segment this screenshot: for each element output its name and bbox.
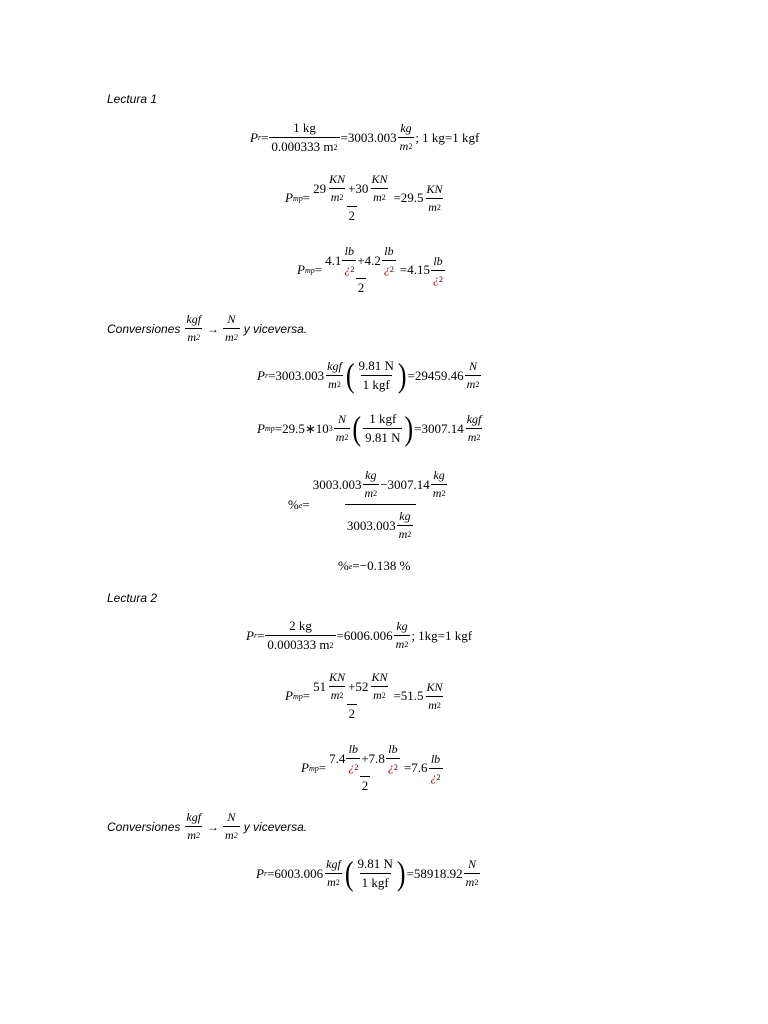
- pr2-denominator: 0.000333 m: [267, 637, 330, 652]
- prc2-subscript: r: [263, 869, 268, 878]
- prc-unit-exp: 2: [336, 380, 341, 389]
- pmp-kn-unit-exp: 2: [339, 193, 344, 202]
- pmpc-result: =3007.14: [414, 420, 464, 436]
- conversion-line-2: [107, 810, 307, 843]
- prc-subscript: r: [264, 371, 269, 380]
- pr-symbol: P: [250, 129, 258, 145]
- pmp2-kn-a: 51: [313, 678, 327, 694]
- pr2-unit-num: kg: [396, 619, 408, 633]
- pmp-lb-symbol: P: [297, 262, 305, 277]
- pr-unit-num: kg: [400, 121, 412, 135]
- pmp2-kn-unit-den-2: m: [373, 688, 382, 702]
- pr-denominator: 0.000333 m: [271, 139, 334, 154]
- pr2-unit-den: m: [395, 637, 405, 651]
- pmp-kn-result: =29.5: [393, 190, 424, 205]
- pmp2-kn-result: =51.5: [393, 688, 424, 703]
- prc-symbol: P: [257, 367, 265, 383]
- err-symbol: %: [288, 497, 299, 512]
- conversion2-from-num: kgf: [186, 810, 202, 824]
- prc2-factor-den: 1 kgf: [361, 875, 389, 890]
- pmp-lb-result-unit-den: ¿: [433, 271, 440, 286]
- pr-numerator: 1 kg: [293, 120, 316, 135]
- pmp2-lb-unit-exp: 2: [354, 763, 359, 772]
- pmp2-lb-a: 7.4: [329, 750, 346, 766]
- pmp-kn-equation-2: P mp = 51 KN m 2 +52 KN m 2 2 =51.5 KN m 2: [285, 670, 443, 721]
- percent-error-fraction: % e = 3003.003 kg m 2 −3007.14 kg m 2 3003.003 kg m 2: [288, 468, 446, 541]
- conversion-from-exp: 2: [196, 333, 201, 342]
- prc2-unit-num: kgf: [326, 857, 341, 871]
- pmpc-result-unit-exp: 2: [476, 433, 481, 442]
- conversion2-to-den: m: [225, 828, 234, 842]
- conversion-from-den: m: [187, 330, 197, 344]
- pr-subscript: r: [257, 133, 262, 142]
- pmp2-subscript: mp: [292, 691, 303, 701]
- prc-factor-num: 9.81 N: [358, 358, 394, 373]
- pmp-subscript: mp: [292, 193, 303, 203]
- pmp2-kn-unit-num: KN: [329, 670, 346, 684]
- pr2-result: =6006.006: [336, 627, 393, 643]
- conversion2-from-den: m: [187, 828, 197, 842]
- pmp-kn-result-unit-exp: 2: [436, 202, 441, 212]
- prc2-result-unit-den: m: [465, 875, 475, 889]
- pr2-tail: ; 1kg=1 kgf: [411, 627, 473, 643]
- conversion2-to-exp: 2: [233, 831, 238, 840]
- pmp-lb-unit-den-2: ¿: [383, 262, 390, 276]
- pmpc-symbol: P: [257, 420, 265, 436]
- prc-value: =3003.003: [268, 367, 325, 383]
- pmp-lb-result-unit-exp: 2: [439, 274, 444, 284]
- pmp-lb-unit-den: ¿: [344, 262, 351, 276]
- pmp-kn-unit-exp-2: 2: [381, 193, 386, 202]
- pr2-symbol: P: [246, 627, 254, 643]
- conversion2-to-num: N: [227, 810, 236, 824]
- conversion2-arrow: →: [207, 819, 220, 834]
- pmp2-lb-b: +7.8: [361, 750, 385, 766]
- pmp-kn-unit-den-2: m: [373, 190, 382, 204]
- err-result-subscript: e: [348, 561, 353, 571]
- prc-unit-den: m: [328, 377, 337, 391]
- err-b-unit-num: kg: [433, 468, 445, 482]
- err-a-unit-num: kg: [365, 468, 377, 482]
- conversion-arrow: →: [207, 321, 220, 336]
- pmpc-result-unit-den: m: [467, 430, 477, 444]
- pmp2-lb-unit-den: ¿: [348, 760, 355, 774]
- prc-result-unit-exp: 2: [475, 380, 480, 389]
- prc2-result: =58918.92: [406, 865, 463, 881]
- lectura-2-heading: Lectura 2: [107, 591, 158, 605]
- err-den-unit-den: m: [398, 527, 408, 541]
- prc2-factor-num: 9.81 N: [357, 856, 393, 871]
- conversion-from-num: kgf: [186, 312, 202, 326]
- conversion-prefix: Conversiones: [107, 321, 181, 336]
- prc-result-unit-num: N: [469, 359, 478, 373]
- err-result-symbol: %: [338, 558, 349, 573]
- pr-den-exponent: 2: [333, 142, 338, 152]
- pmp-kn-fraction: [311, 172, 392, 224]
- pmp2-kn-unit-den: m: [330, 688, 340, 702]
- prc-unit-num: kgf: [327, 359, 342, 373]
- pmp2-lb-result-unit-num: lb: [430, 751, 441, 766]
- pmp2-lb-denominator: 2: [361, 778, 369, 793]
- pmp-kn-denominator: 2: [348, 208, 356, 223]
- err-b-unit-exp: 2: [441, 489, 446, 498]
- pmp-lb-result-unit-num: lb: [433, 253, 443, 268]
- pmp-lb-fraction: [323, 244, 399, 296]
- pr-unit: [398, 121, 415, 154]
- pmpc-factor-num: 1 kgf: [369, 411, 397, 426]
- pmp2-lb-result-unit-den: ¿: [430, 769, 437, 784]
- pr-equation-1: P r = 1 kg 0.000333 m 2 =3003.003 kg m 2 ; 1 kg=1 kgf: [250, 120, 480, 154]
- pr-tail: ; 1 kg=1 kgf: [415, 129, 480, 145]
- pr2-unit-exp: 2: [404, 640, 409, 649]
- pmp2-lb-subscript: mp: [308, 763, 319, 773]
- err-b-unit-den: m: [432, 486, 442, 500]
- prc2-unit-den: m: [327, 875, 336, 889]
- pmpc-unit-exp: 2: [344, 433, 349, 442]
- pmp2-kn-b: +52: [348, 678, 369, 694]
- conversion2-suffix: y viceversa.: [243, 819, 308, 834]
- pr-conversion-1: P r =3003.003 kgf m 2 ( $\frac{9.81 N}{\text{1 kgf}}$ ) =29459.46 N m 2: [257, 356, 480, 394]
- pr2-numerator: 2 kg: [289, 618, 312, 633]
- pmp-lb-result: =4.15: [399, 262, 431, 277]
- pmp-lb-a: 4.1: [325, 252, 342, 268]
- pr-equation-2: P r = 2 kg 0.000333 m 2 =6006.006 kg m 2 ; 1kg=1 kgf: [246, 618, 473, 652]
- pmpc-result-unit-num: kgf: [466, 412, 482, 426]
- pr2-den-exponent: 2: [329, 640, 334, 650]
- conversion-to-den: m: [225, 330, 234, 344]
- err-denominator: 3003.003: [346, 517, 396, 533]
- pmp2-kn-unit-exp-2: 2: [381, 691, 386, 700]
- pmp2-kn-result-unit-num: KN: [426, 679, 443, 694]
- pmpc-value: =29.5∗10: [274, 420, 329, 436]
- prc-result-unit-den: m: [466, 377, 476, 391]
- pmp2-lb-unit-exp-2: 2: [393, 763, 398, 772]
- prc-result: =29459.46: [407, 367, 464, 383]
- pmp-kn-unit-den: m: [330, 190, 340, 204]
- pmpc-unit-den: m: [335, 430, 345, 444]
- conversion-line-1: [107, 312, 307, 345]
- pr-fraction: [269, 120, 339, 155]
- pmp2-kn-denominator: 2: [348, 706, 356, 721]
- prc2-result-unit-num: N: [468, 857, 477, 871]
- err-b: −3007.14: [380, 476, 430, 492]
- pmp-lb-unit-num: lb: [344, 244, 354, 258]
- pmp-kn-unit-num: KN: [329, 172, 346, 186]
- err-a-unit-den: m: [364, 486, 374, 500]
- pmp2-lb-result-unit-exp: 2: [436, 772, 441, 782]
- pmpc-unit-num: N: [338, 412, 347, 426]
- pr2-subscript: r: [253, 631, 258, 640]
- err-den-unit-num: kg: [399, 509, 411, 523]
- prc2-value: =6003.006: [267, 865, 324, 881]
- pmpc-factor-den: 9.81 N: [365, 430, 401, 445]
- pmp-lb-equation-1: P mp = 4.1 lb ¿ 2 +4.2 lb ¿ 2 2 =4.15 lb ¿ 2: [297, 244, 444, 295]
- pmp-kn-result-unit-den: m: [428, 199, 437, 214]
- prc2-result-unit-exp: 2: [474, 878, 479, 887]
- pmp2-lb-unit-num-2: lb: [388, 742, 398, 756]
- pmp-lb-unit-num-2: lb: [384, 244, 394, 258]
- pmp-lb-subscript: mp: [304, 265, 315, 275]
- err-a: 3003.003: [312, 476, 362, 492]
- pmp-kn-b: +30: [348, 180, 369, 196]
- pmp-kn-result-unit-num: KN: [426, 181, 443, 196]
- percent-error-result: [338, 558, 410, 574]
- pmp-lb-unit-exp-2: 2: [389, 265, 394, 274]
- pmp-lb-equation-2: P mp = 7.4 lb ¿ 2 +7.8 lb ¿ 2 2 =7.6 lb ¿ 2: [301, 742, 441, 793]
- lectura-1-heading: Lectura 1: [107, 92, 158, 106]
- err-result-value: =−0.138 %: [352, 558, 411, 573]
- prc-factor-den: 1 kgf: [362, 377, 390, 392]
- pmp2-lb-result: =7.6: [403, 760, 428, 775]
- conversion2-prefix: Conversiones: [107, 819, 181, 834]
- pmp-lb-denominator: 2: [357, 280, 365, 295]
- pmp2-kn-unit-exp: 2: [339, 691, 344, 700]
- conversion-to-num: N: [227, 312, 236, 326]
- pr-conversion-2: P r =6003.006 kgf m 2 ( $\frac{9.81 N}{\text{1 kgf}}$ ) =58918.92 N m 2: [256, 854, 479, 892]
- pr-unit-exp: 2: [408, 142, 413, 151]
- pmp-kn-unit-num-2: KN: [371, 172, 388, 186]
- prc2-symbol: P: [256, 865, 264, 881]
- pmpc-exponent: 3: [328, 424, 333, 433]
- prc2-unit-exp: 2: [335, 878, 340, 887]
- err-subscript: e: [298, 500, 303, 510]
- conversion2-from-exp: 2: [196, 831, 201, 840]
- err-den-unit-exp: 2: [407, 530, 412, 539]
- conversion-suffix: y viceversa.: [243, 321, 308, 336]
- conversion-to-exp: 2: [233, 333, 238, 342]
- pmp-kn-a: 29: [313, 180, 327, 196]
- pr-result: =3003.003: [340, 129, 397, 145]
- pmp-kn-equation-1: P mp = 29 KN m 2 +30 KN m 2 2 =29.5 KN m 2: [285, 172, 443, 223]
- pmp2-lb-unit-den-2: ¿: [387, 760, 394, 774]
- pmp2-lb-symbol: P: [301, 760, 309, 775]
- pmp-symbol: P: [285, 190, 293, 205]
- err-a-unit-exp: 2: [373, 489, 378, 498]
- pmp2-symbol: P: [285, 688, 293, 703]
- pmp-lb-unit-exp: 2: [350, 265, 355, 274]
- pmp-lb-b: +4.2: [357, 252, 381, 268]
- pmp2-kn-unit-num-2: KN: [371, 670, 388, 684]
- pmp2-kn-result-unit-den: m: [428, 697, 437, 712]
- pmp2-kn-result-unit-exp: 2: [436, 700, 441, 710]
- pmpc-subscript: mp: [264, 424, 275, 433]
- pmp2-lb-unit-num: lb: [348, 742, 358, 756]
- pr-unit-den: m: [399, 139, 409, 153]
- pmp-conversion-1: P mp =29.5∗10 3 N m 2 ( $\frac{\text{1 kgf}}{9.81 N}$ ) =3007.14 kgf m 2: [257, 409, 482, 447]
